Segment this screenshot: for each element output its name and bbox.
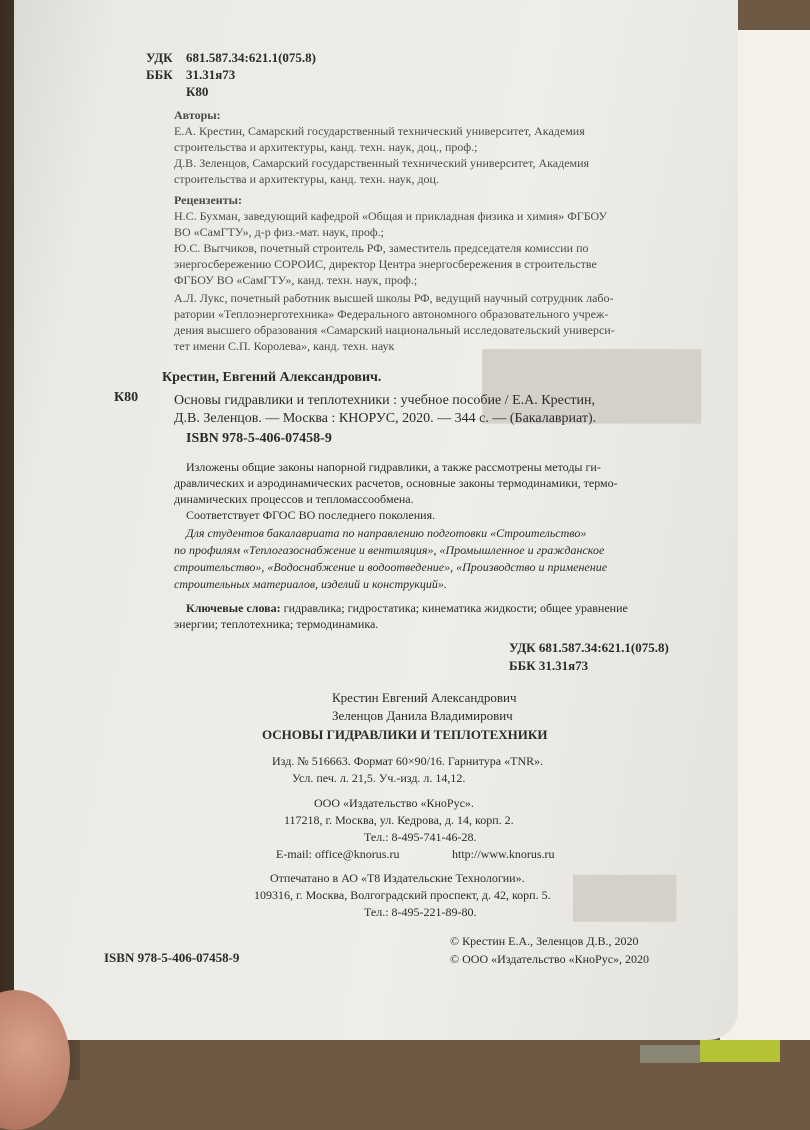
udk-label: УДК <box>146 50 173 65</box>
author-line: Д.В. Зеленцов, Самарский государственный технический университет, Академия <box>174 156 590 170</box>
k-code: К80 <box>186 84 209 99</box>
reviewer-line: энергосбережению СОРОИС, директор Центра энергосбережения в строительстве <box>174 257 597 271</box>
reviewers-heading: Рецензенты: <box>174 193 242 207</box>
cover-green-band <box>700 1040 780 1062</box>
catalog-title: Основы гидравлики и теплотехники : учебное пособие / Е.А. Крестин, <box>174 393 595 408</box>
printer-name: Отпечатано в АО «Т8 Издательские Технологии». <box>270 871 525 885</box>
reviewer-line: ратории «Теплоэнерготехника» Федерального автономного образовательного учреж- <box>174 307 609 321</box>
abstract-line: Изложены общие законы напорной гидравлики, а также рассмотрены методы ги- <box>186 460 601 474</box>
bbk-label: ББК <box>146 67 173 82</box>
authors-heading: Авторы: <box>174 108 221 122</box>
reviewer-line: А.Л. Лукс, почетный работник высшей школы РФ, ведущий научный сотрудник лабо- <box>174 291 614 305</box>
keywords-text: энергии; теплотехника; термодинамика. <box>174 617 379 631</box>
reviewer-line: тет имени С.П. Королева», канд. техн. наук <box>174 339 395 353</box>
abstract-line: динамических процессов и тепломассообмена. <box>174 492 414 506</box>
audience-line: по профилям «Теплогазоснабжение и вентиляция», «Промышленное и гражданское <box>174 543 605 557</box>
abstract-line: дравлических и аэродинамических расчетов, основные законы термодинамики, термо- <box>174 476 618 490</box>
show-through-text: ▇▇▇ <box>574 871 676 920</box>
audience-line: строительство», «Водоснабжение и водоотведение», «Производство и применение <box>174 560 608 574</box>
printer-address: 109316, г. Москва, Волгоградский проспект, д. 42, корп. 5. <box>254 888 551 902</box>
imprint-email: E-mail: office@knorus.ru <box>276 847 400 861</box>
keywords-text: гидравлика; гидростатика; кинематика жидкости; общее уравнение <box>283 601 628 615</box>
keywords-label: Ключевые слова: <box>186 601 281 615</box>
copyright-line: © ООО «Издательство «КноРус», 2020 <box>450 952 650 966</box>
book-page <box>14 0 738 1040</box>
imprint-format: Усл. печ. л. 21,5. Уч.-изд. л. 14,12. <box>292 771 466 785</box>
udk-value: 681.587.34:621.1(075.8) <box>186 50 316 65</box>
reviewer-line: ФГБОУ ВО «СамГТУ», канд. техн. наук, проф.; <box>174 273 418 287</box>
abstract-line: Соответствует ФГОС ВО последнего поколения. <box>186 508 436 522</box>
reviewer-line: ВО «СамГТУ», д-р физ.-мат. наук, проф.; <box>174 225 385 239</box>
author-line: строительства и архитектуры, канд. техн. наук, доц., проф.; <box>174 140 478 154</box>
imprint-author: Зеленцов Данила Владимирович <box>332 708 513 723</box>
imprint-address: 117218, г. Москва, ул. Кедрова, д. 14, корп. 2. <box>284 813 514 827</box>
imprint-author: Крестин Евгений Александрович <box>332 690 517 705</box>
imprint-web: http://www.knorus.ru <box>452 847 555 861</box>
audience-line: строительных материалов, изделий и конструкций». <box>174 577 447 591</box>
catalog-k-code: К80 <box>114 390 139 405</box>
imprint-title: ОСНОВЫ ГИДРАВЛИКИ И ТЕПЛОТЕХНИКИ <box>262 727 548 742</box>
catalog-isbn: ISBN 978-5-406-07458-9 <box>186 431 332 446</box>
cover-grey-band <box>640 1045 700 1063</box>
imprint-phone: Тел.: 8-495-741-46-28. <box>364 830 477 844</box>
udk-code-right: УДК 681.587.34:621.1(075.8) <box>509 640 669 655</box>
printer-phone: Тел.: 8-495-221-89-80. <box>364 905 477 919</box>
author-line: Е.А. Крестин, Самарский государственный технический университет, Академия <box>174 124 585 138</box>
bbk-code-right: ББК 31.31я73 <box>509 658 589 673</box>
imprint-format: Изд. № 516663. Формат 60×90/16. Гарнитура «TNR». <box>272 754 544 768</box>
bbk-value: 31.31я73 <box>186 67 236 82</box>
keywords <box>186 601 628 616</box>
audience-line: Для студентов бакалавриата по направлению подготовки «Строительство» <box>186 526 587 540</box>
copyright-line: © Крестин Е.А., Зеленцов Д.В., 2020 <box>450 934 639 948</box>
show-through-text: ▇▇▇▇ <box>484 342 700 420</box>
author-line: строительства и архитектуры, канд. техн. наук, доц. <box>174 172 439 186</box>
footer-isbn: ISBN 978-5-406-07458-9 <box>104 950 240 965</box>
catalog-author: Крестин, Евгений Александрович. <box>162 370 382 385</box>
reviewer-line: Н.С. Бухман, заведующий кафедрой «Общая и прикладная физика и химия» ФГБОУ <box>174 209 608 223</box>
imprint-publisher: ООО «Издательство «КноРус». <box>314 796 474 810</box>
reviewer-line: Ю.С. Вытчиков, почетный строитель РФ, заместитель председателя комиссии по <box>174 241 589 255</box>
reviewer-line: дения высшего образования «Самарский национальный исследовательский универси- <box>174 323 615 337</box>
catalog-title: Д.В. Зеленцов. — Москва : КНОРУС, 2020. — 344 с. — (Бакалавриат). <box>174 411 597 426</box>
